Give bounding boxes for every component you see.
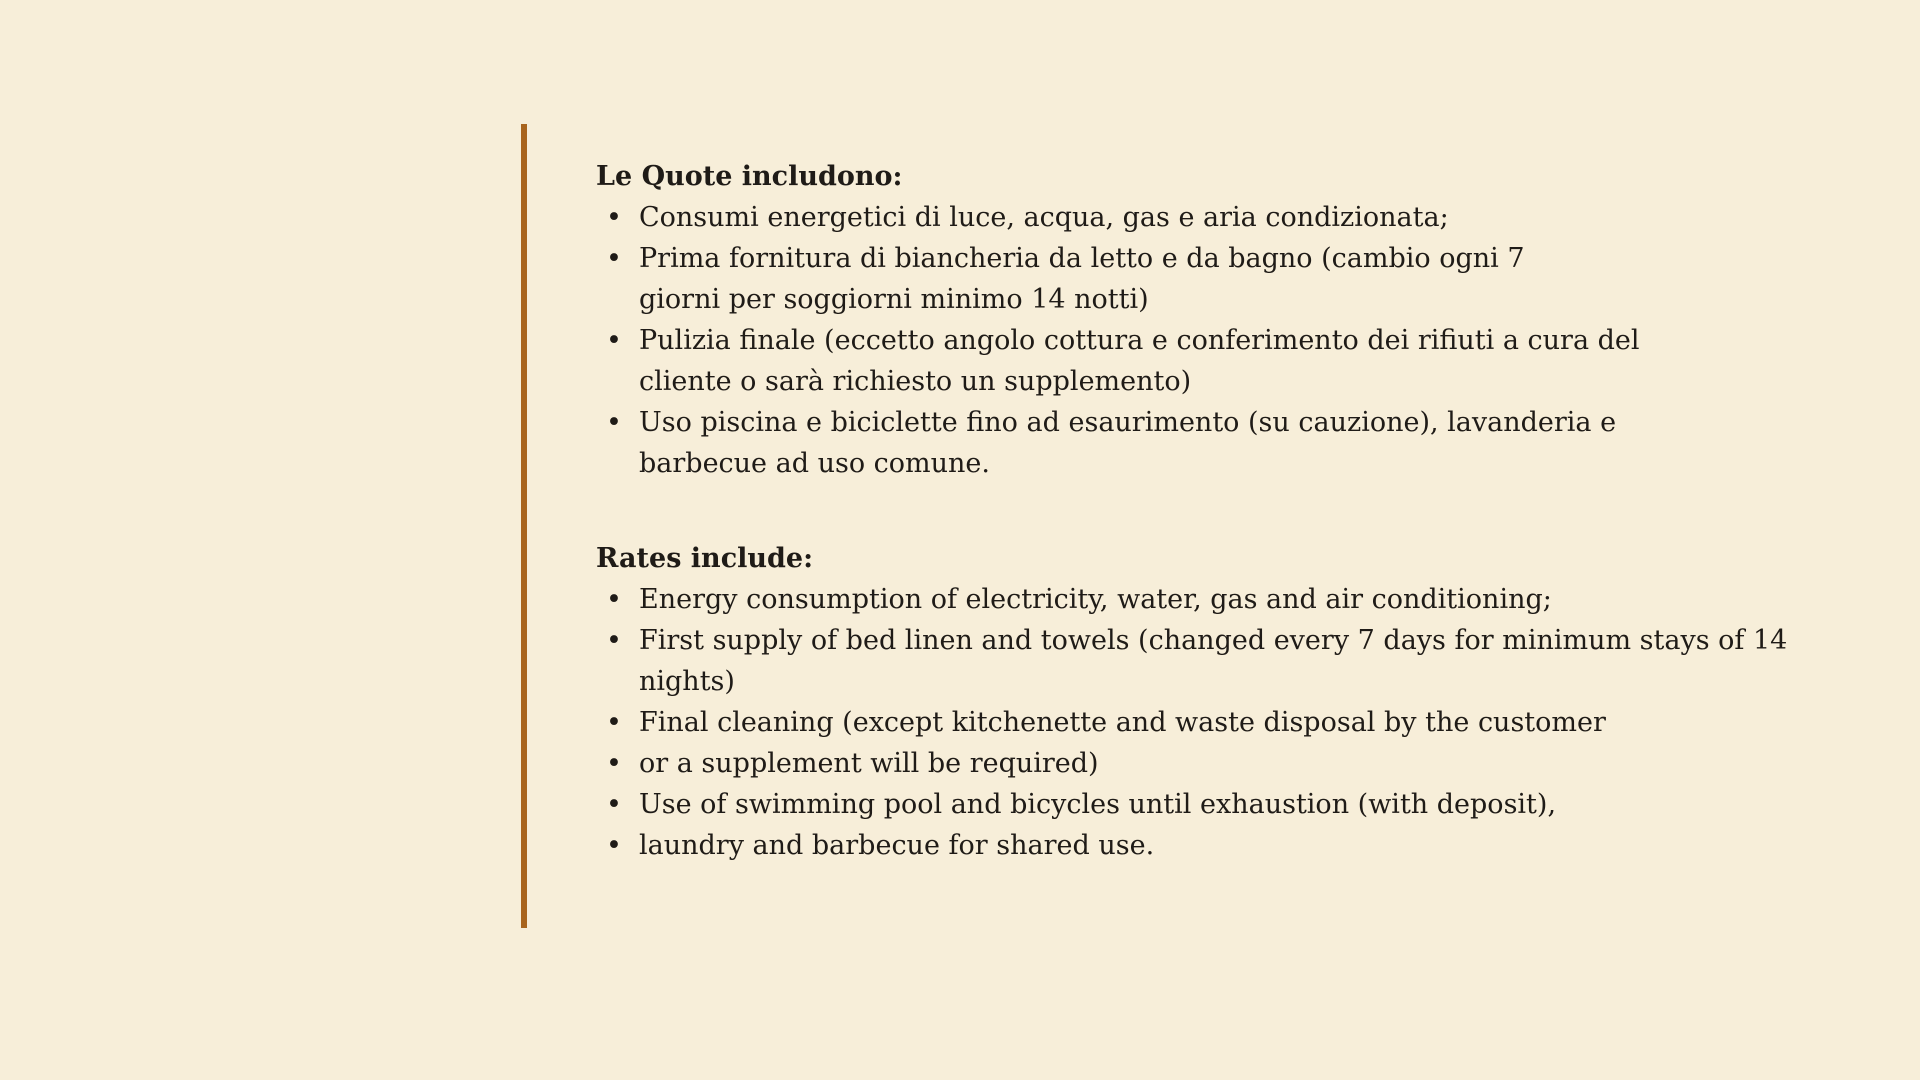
english-list	[596, 579, 1796, 866]
accent-vertical-rule	[521, 124, 527, 928]
list-item: • Pulizia finale (eccetto angolo cottura e conferimento dei rifiuti a cura del cliente o sarà richiesto un supplemento)	[596, 320, 1649, 402]
italian-list	[596, 197, 1796, 484]
list-item: • Final cleaning (except kitchenette and waste disposal by the customer	[596, 702, 1796, 743]
list-item: • Energy consumption of electricity, water, gas and air conditioning;	[596, 579, 1796, 620]
list-item: • laundry and barbecue for shared use.	[596, 825, 1796, 866]
list-item: • First supply of bed linen and towels (changed every 7 days for minimum stays of 14 nights)	[596, 620, 1809, 702]
list-item: • Prima fornitura di biancheria da letto e da bagno (cambio ogni 7 giorni per soggiorni minimo 14 notti)	[596, 238, 1599, 320]
section-title-english: Rates include:	[596, 543, 814, 574]
section-spacer	[596, 484, 1796, 538]
section-title-italian: Le Quote includono:	[596, 161, 903, 192]
italian-section	[596, 156, 1796, 484]
english-section	[596, 538, 1796, 866]
list-item: • Consumi energetici di luce, acqua, gas e aria condizionata;	[596, 197, 1796, 238]
list-item: • Uso piscina e biciclette fino ad esaurimento (su cauzione), lavanderia e barbecue ad uso comune.	[596, 402, 1649, 484]
list-item: • Use of swimming pool and bicycles until exhaustion (with deposit),	[596, 784, 1796, 825]
content-block	[596, 156, 1796, 866]
list-item: • or a supplement will be required)	[596, 743, 1796, 784]
